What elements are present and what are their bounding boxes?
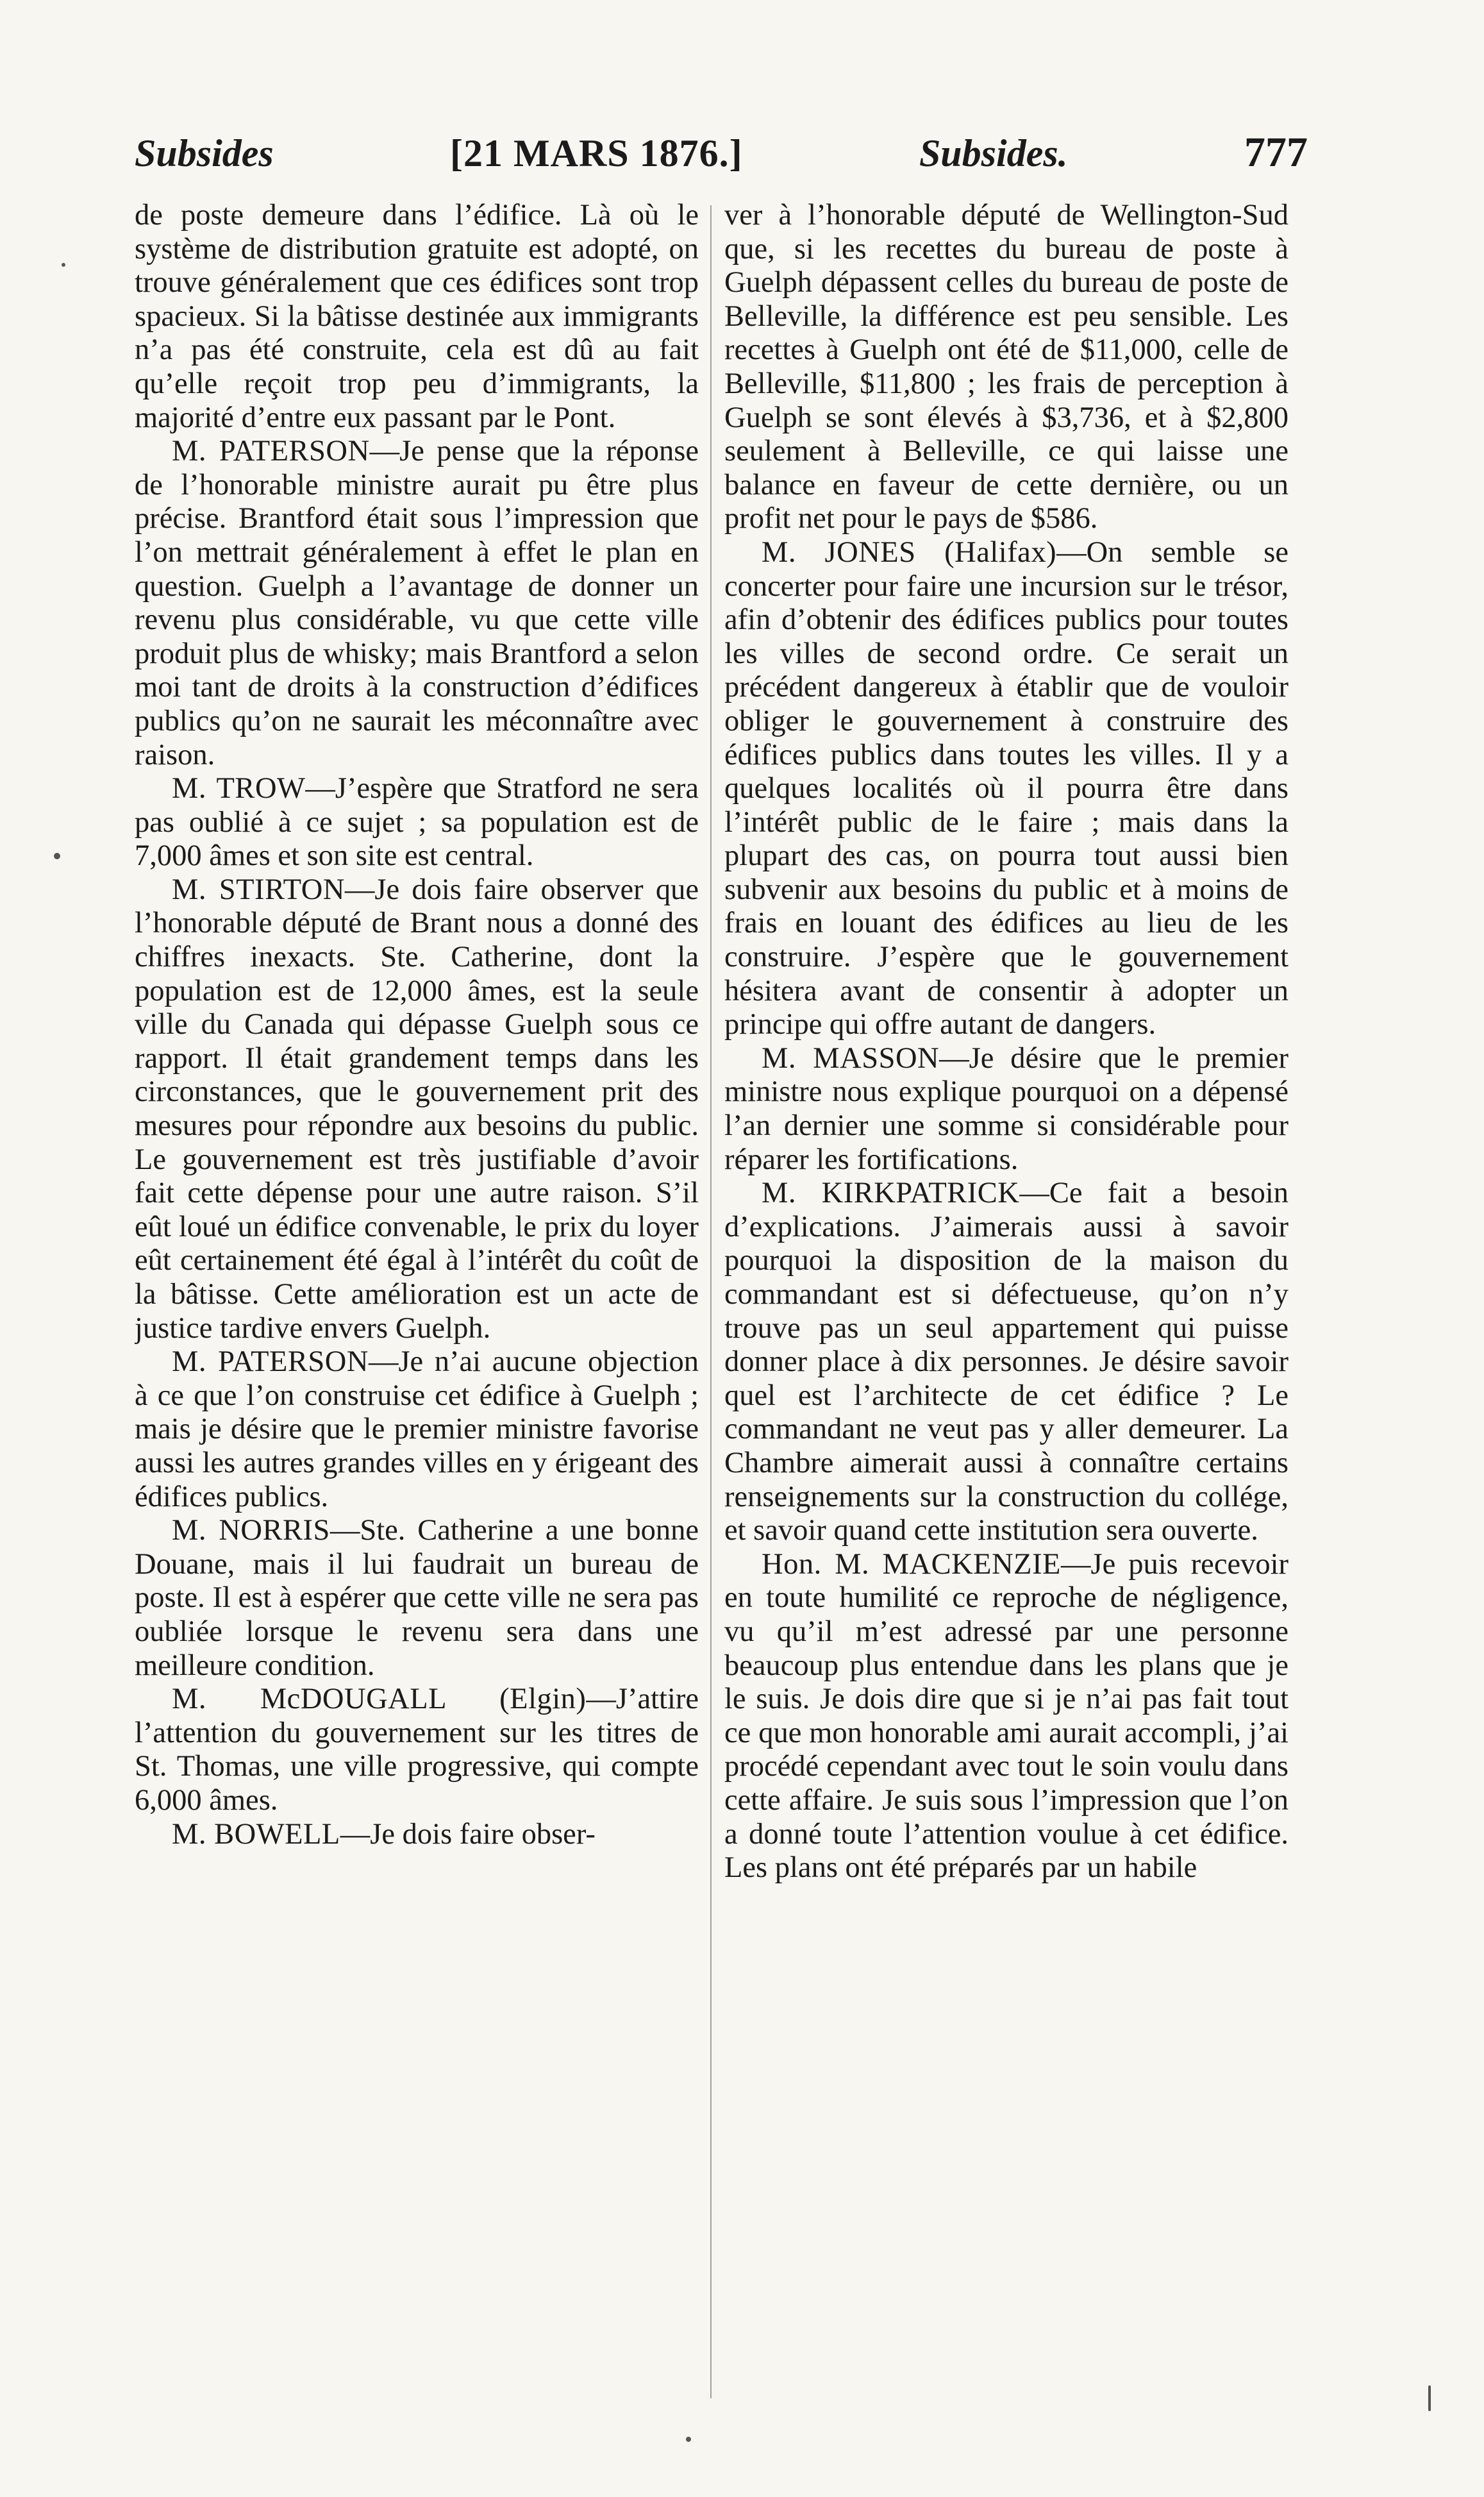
- speaker-name: M. MASSON: [762, 1041, 940, 1075]
- speech-paragraph: M. PATERSON—Je n’ai aucune objection à ce que l’on construise cet édifice à Guelph ; mais je désire que le premier ministre favorise aussi les autres grandes villes en y érigeant des édifices publics.: [135, 1345, 699, 1513]
- header-date: [21 MARS 1876.]: [450, 132, 743, 174]
- paragraph: de poste demeure dans l’édifice. Là où le système de distribution gratuite est adopté, on trouve généralement que ces édifices sont trop spacieux. Si la bâtisse destinée aux immigrants n’a pas été construite, cela est dû au fait qu’elle reçoit trop peu d’immigrants, la majorité d’entre eux passant par le Pont.: [135, 199, 699, 434]
- header-right-title: Subsides.: [919, 132, 1068, 174]
- ink-speck: [686, 2437, 691, 2442]
- ink-speck: [62, 263, 65, 267]
- speech-paragraph: M. KIRKPATRICK—Ce fait a besoin d’explications. J’aimerais aussi à savoir pourquoi la disposition de la maison du commandant est si défectueuse, qu’on n’y trouve pas un seul appartement qui puisse donner place à dix personnes. Je désire savoir quel est l’architecte de cet édifice ? Le commandant ne veut pas y aller demeurer. La Chambre aimerait aussi à connaître certains renseignements sur la construction du collége, et savoir quand cette institution sera ouverte.: [724, 1177, 1288, 1547]
- speaker-name: M. JONES (Halifax): [762, 535, 1057, 569]
- speaker-name: M. PATERSON: [172, 435, 370, 468]
- speech-paragraph: M. BOWELL—Je dois faire obser-: [172, 1817, 596, 1851]
- speaker-name: Hon. M. MACKENZIE: [762, 1547, 1061, 1581]
- ink-speck: [54, 853, 60, 859]
- speaker-name: M. McDOUGALL (Elgin): [172, 1683, 587, 1716]
- page-number: 777: [1244, 129, 1308, 176]
- speech-paragraph: M. NORRIS—Ste. Catherine a une bonne Douane, mais il lui faudrait un bureau de poste. Il est à espérer que cette ville ne sera pas oubliée lorsque le revenu sera dans une meilleure condition.: [135, 1514, 699, 1682]
- ink-speck: [1428, 2385, 1431, 2411]
- speaker-name: M. NORRIS: [172, 1514, 330, 1547]
- speaker-name: M. PATERSON: [172, 1345, 369, 1379]
- paragraph: ver à l’honorable député de Wellington-Sud que, si les recettes du bureau de poste à Guelph dépassent celles du bureau de poste de Belleville, la différence est peu sensible. Les recettes à Guelph ont été de $11,000, celle de Belleville, $11,800 ; les frais de perception à Guelph se sont élevés à $3,736, et à $2,800 seulement à Belleville, ce qui laisse une balance en faveur de cette dernière, ou un profit net pour le pays de $586.: [724, 199, 1288, 535]
- speaker-name: M. BOWELL: [172, 1817, 340, 1851]
- speech-paragraph: M. JONES (Halifax)—On semble se concerter pour faire une incursion sur le trésor, afin d’obtenir des édifices publics pour toutes les villes de second ordre. Ce serait un précédent dangereux à établir que de vouloir obliger le gouvernement à construire des édifices publics dans toutes les villes. Il y a quelques localités où il pourra être dans l’intérêt public de le faire ; mais dans la plupart des cas, on pourra tout aussi bien subvenir aux besoins du public et à moins de frais en louant des édifices au lieu de les construire. J’espère que le gouvernement hésitera avant de consentir à adopter un principe qui offre autant de dangers.: [724, 535, 1288, 1041]
- speech-paragraph: M. McDOUGALL (Elgin)—J’attire l’attention du gouvernement sur les titres de St. Thomas, une ville progressive, qui compte 6,000 âmes.: [135, 1683, 699, 1817]
- speech-paragraph: M. PATERSON—Je pense que la réponse de l’honorable ministre aurait pu être plus précise. Brantford était sous l’impression que l’on mettrait généralement à effet le plan en question. Guelph a l’avantage de donner un revenu plus considérable, vu que cette ville produit plus de whisky; mais Brantford a selon moi tant de droits à la construction d’édifices publics qu’on ne saurait les méconnaître avec raison.: [135, 435, 699, 771]
- speaker-name: M. KIRKPATRICK: [762, 1177, 1020, 1210]
- speaker-name: M. TROW: [172, 772, 306, 805]
- speech-paragraph: M. TROW—J’espère que Stratford ne sera pas oublié à ce sujet ; sa population est de 7,000 âmes et son site est central.: [135, 772, 699, 873]
- running-header: [135, 128, 1308, 199]
- left-column: [135, 199, 699, 2417]
- column-divider: [710, 205, 712, 2398]
- right-column: [724, 199, 1288, 2417]
- speech-paragraph: M. MASSON—Je désire que le premier ministre nous explique pourquoi on a dépensé l’an dernier une somme si considérable pour réparer les fortifications.: [724, 1041, 1288, 1176]
- speech-paragraph: M. STIRTON—Je dois faire observer que l’honorable député de Brant nous a donné des chiffres inexacts. Ste. Catherine, dont la population est de 12,000 âmes, est la seule ville du Canada qui dépasse Guelph sous ce rapport. Il était grandement temps dans les circonstances, que le gouvernement prit des mesures pour répondre aux besoins du public. Le gouvernement est très justifiable d’avoir fait cette dépense pour une autre raison. S’il eût loué un édifice convenable, le prix du loyer eût certainement été égal à l’intérêt du coût de la bâtisse. Cette amélioration est un acte de justice tardive envers Guelph.: [135, 873, 699, 1345]
- speaker-name: M. STIRTON: [172, 873, 345, 906]
- speech-paragraph: Hon. M. MACKENZIE—Je puis recevoir en toute humilité ce reproche de négligence, vu qu’il m’est adressé par une personne beaucoup plus entendue dans les plans que je le suis. Je dois dire que si je n’ai pas fait tout ce que mon honorable ami aurait accompli, j’ai procédé cependant avec tout le soin voulu dans cette affaire. Je suis sous l’impression que l’on a donné toute l’attention voulue à cet édifice. Les plans ont été préparés par un habile: [724, 1547, 1288, 1885]
- header-left-title: Subsides: [135, 132, 274, 174]
